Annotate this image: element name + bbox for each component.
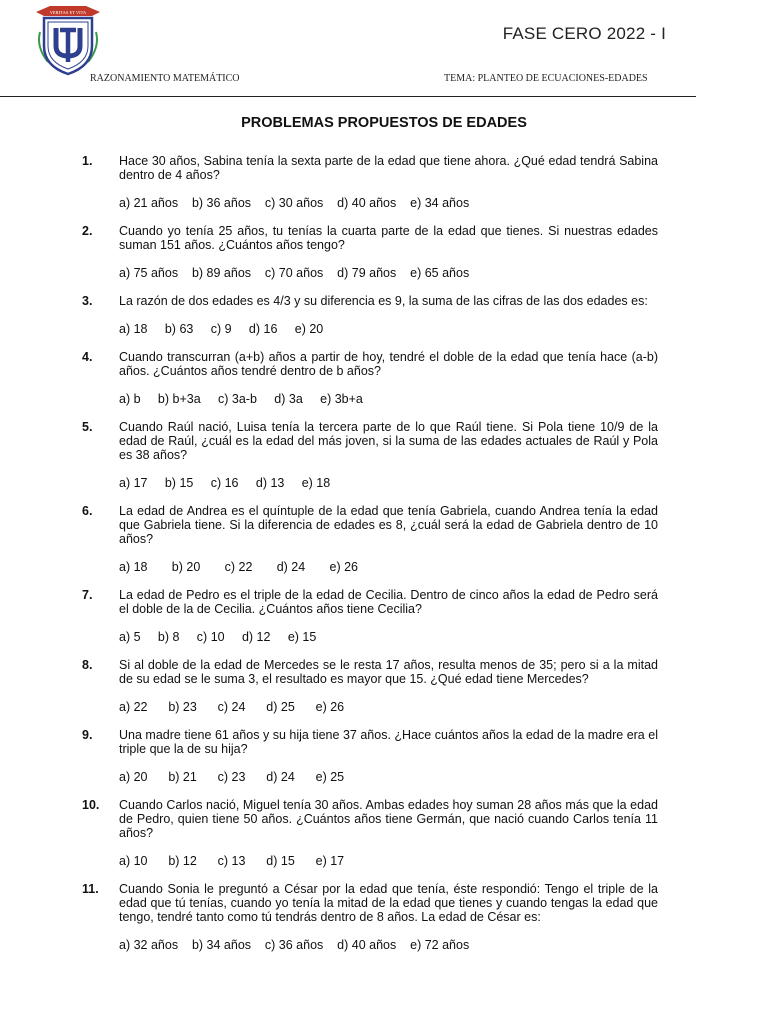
problem-number: 1.	[82, 154, 93, 168]
problem-statement: Cuando Carlos nació, Miguel tenía 30 años. Ambas edades hoy suman 28 años más que la edad de Pedro, quien tiene 50 años. ¿Cuántos años tiene Germán, que nació cuando Carlos tenía 11 años?	[119, 798, 658, 840]
problem-statement: Una madre tiene 61 años y su hija tiene 37 años. ¿Hace cuántos años la edad de la madre era el triple que la de su hija?	[119, 728, 658, 756]
problem-statement: Si al doble de la edad de Mercedes se le resta 17 años, resulta menos de 35; pero si a la mitad de su edad se le suma 3, el resultado es mayor que 15. ¿Qué edad tiene Mercedes?	[119, 658, 658, 686]
problem-options: a) 20 b) 21 c) 23 d) 24 e) 25	[119, 770, 345, 784]
page-header	[0, 0, 768, 100]
problem-item	[0, 224, 768, 280]
problem-statement: Cuando Sonia le preguntó a César por la edad que tenía, éste respondió: Tengo el triple de la edad que tú tenías, cuando yo tenía la mitad de la edad que tienes y cuando tengas la edad que tengo, tendré tanto como tú tendrás dentro de 8 años. La edad de César es:	[119, 882, 658, 924]
problem-number: 3.	[82, 294, 93, 308]
problem-item	[0, 294, 768, 336]
problem-number: 10.	[82, 798, 100, 812]
problem-number: 5.	[82, 420, 93, 434]
problem-statement: Hace 30 años, Sabina tenía la sexta parte de la edad que tiene ahora. ¿Qué edad tendrá Sabina dentro de 4 años?	[119, 154, 658, 182]
problem-item	[0, 798, 768, 868]
header-divider	[0, 96, 696, 97]
problem-options: a) 22 b) 23 c) 24 d) 25 e) 26	[119, 700, 345, 714]
problem-item	[0, 882, 768, 952]
phase-label: FASE CERO 2022 - I	[502, 24, 666, 43]
page-title: PROBLEMAS PROPUESTOS DE EDADES	[241, 115, 527, 131]
problem-options: a) 32 años b) 34 años c) 36 años d) 40 años e) 72 años	[119, 938, 470, 952]
problem-number: 7.	[82, 588, 93, 602]
problem-item	[0, 658, 768, 714]
problem-number: 4.	[82, 350, 93, 364]
problem-statement: Cuando Raúl nació, Luisa tenía la tercera parte de lo que Raúl tiene. Si Pola tiene 10/9 de la edad de Raúl, ¿cuál es la edad del más joven, si la suma de las edades actuales de Raúl y Pola es 38 años?	[119, 420, 658, 462]
problem-options: a) b b) b+3a c) 3a-b d) 3a e) 3b+a	[119, 392, 363, 406]
problem-options: a) 21 años b) 36 años c) 30 años d) 40 años e) 34 años	[119, 196, 470, 210]
problem-number: 2.	[82, 224, 93, 238]
problem-options: a) 17 b) 15 c) 16 d) 13 e) 18	[119, 476, 331, 490]
problem-item	[0, 504, 768, 574]
problem-item	[0, 154, 768, 210]
university-logo	[30, 2, 106, 76]
problem-statement: Cuando transcurran (a+b) años a partir de hoy, tendré el doble de la edad que tenía hace (a-b) años. ¿Cuántos años tendré dentro de b años?	[119, 350, 658, 378]
subject-label: RAZONAMIENTO MATEMÁTICO	[90, 73, 240, 84]
problem-options: a) 10 b) 12 c) 13 d) 15 e) 17	[119, 854, 345, 868]
problem-number: 9.	[82, 728, 93, 742]
problem-statement: Cuando yo tenía 25 años, tu tenías la cuarta parte de la edad que tienes. Si nuestras edades suman 151 años. ¿Cuántos años tengo?	[119, 224, 658, 252]
problem-options: a) 75 años b) 89 años c) 70 años d) 79 años e) 65 años	[119, 266, 470, 280]
problem-item	[0, 728, 768, 784]
logo-motto: VERITAS ET VITA	[49, 10, 87, 15]
problem-options: a) 18 b) 63 c) 9 d) 16 e) 20	[119, 322, 324, 336]
problem-statement: La edad de Pedro es el triple de la edad de Cecilia. Dentro de cinco años la edad de Pedro será el doble de la de Cecilia. ¿Cuántos años tiene Cecilia?	[119, 588, 658, 616]
topic-label: TEMA: PLANTEO DE ECUACIONES-EDADES	[444, 73, 648, 84]
problem-number: 11.	[82, 882, 99, 896]
problem-options: a) 5 b) 8 c) 10 d) 12 e) 15	[119, 630, 317, 644]
problem-item	[0, 350, 768, 406]
problem-options: a) 18 b) 20 c) 22 d) 24 e) 26	[119, 560, 358, 574]
problem-item	[0, 588, 768, 644]
problem-number: 8.	[82, 658, 93, 672]
problem-statement: La edad de Andrea es el quíntuple de la edad que tenía Gabriela, cuando Andrea tenía la edad que Gabriela tiene. Si la diferencia de edades es 8, ¿cuál será la edad de Gabriela dentro de 10 años?	[119, 504, 658, 546]
problem-number: 6.	[82, 504, 93, 518]
problem-list	[0, 154, 768, 966]
problem-item	[0, 420, 768, 490]
problem-statement: La razón de dos edades es 4/3 y su diferencia es 9, la suma de las cifras de las dos edades es:	[119, 294, 648, 308]
